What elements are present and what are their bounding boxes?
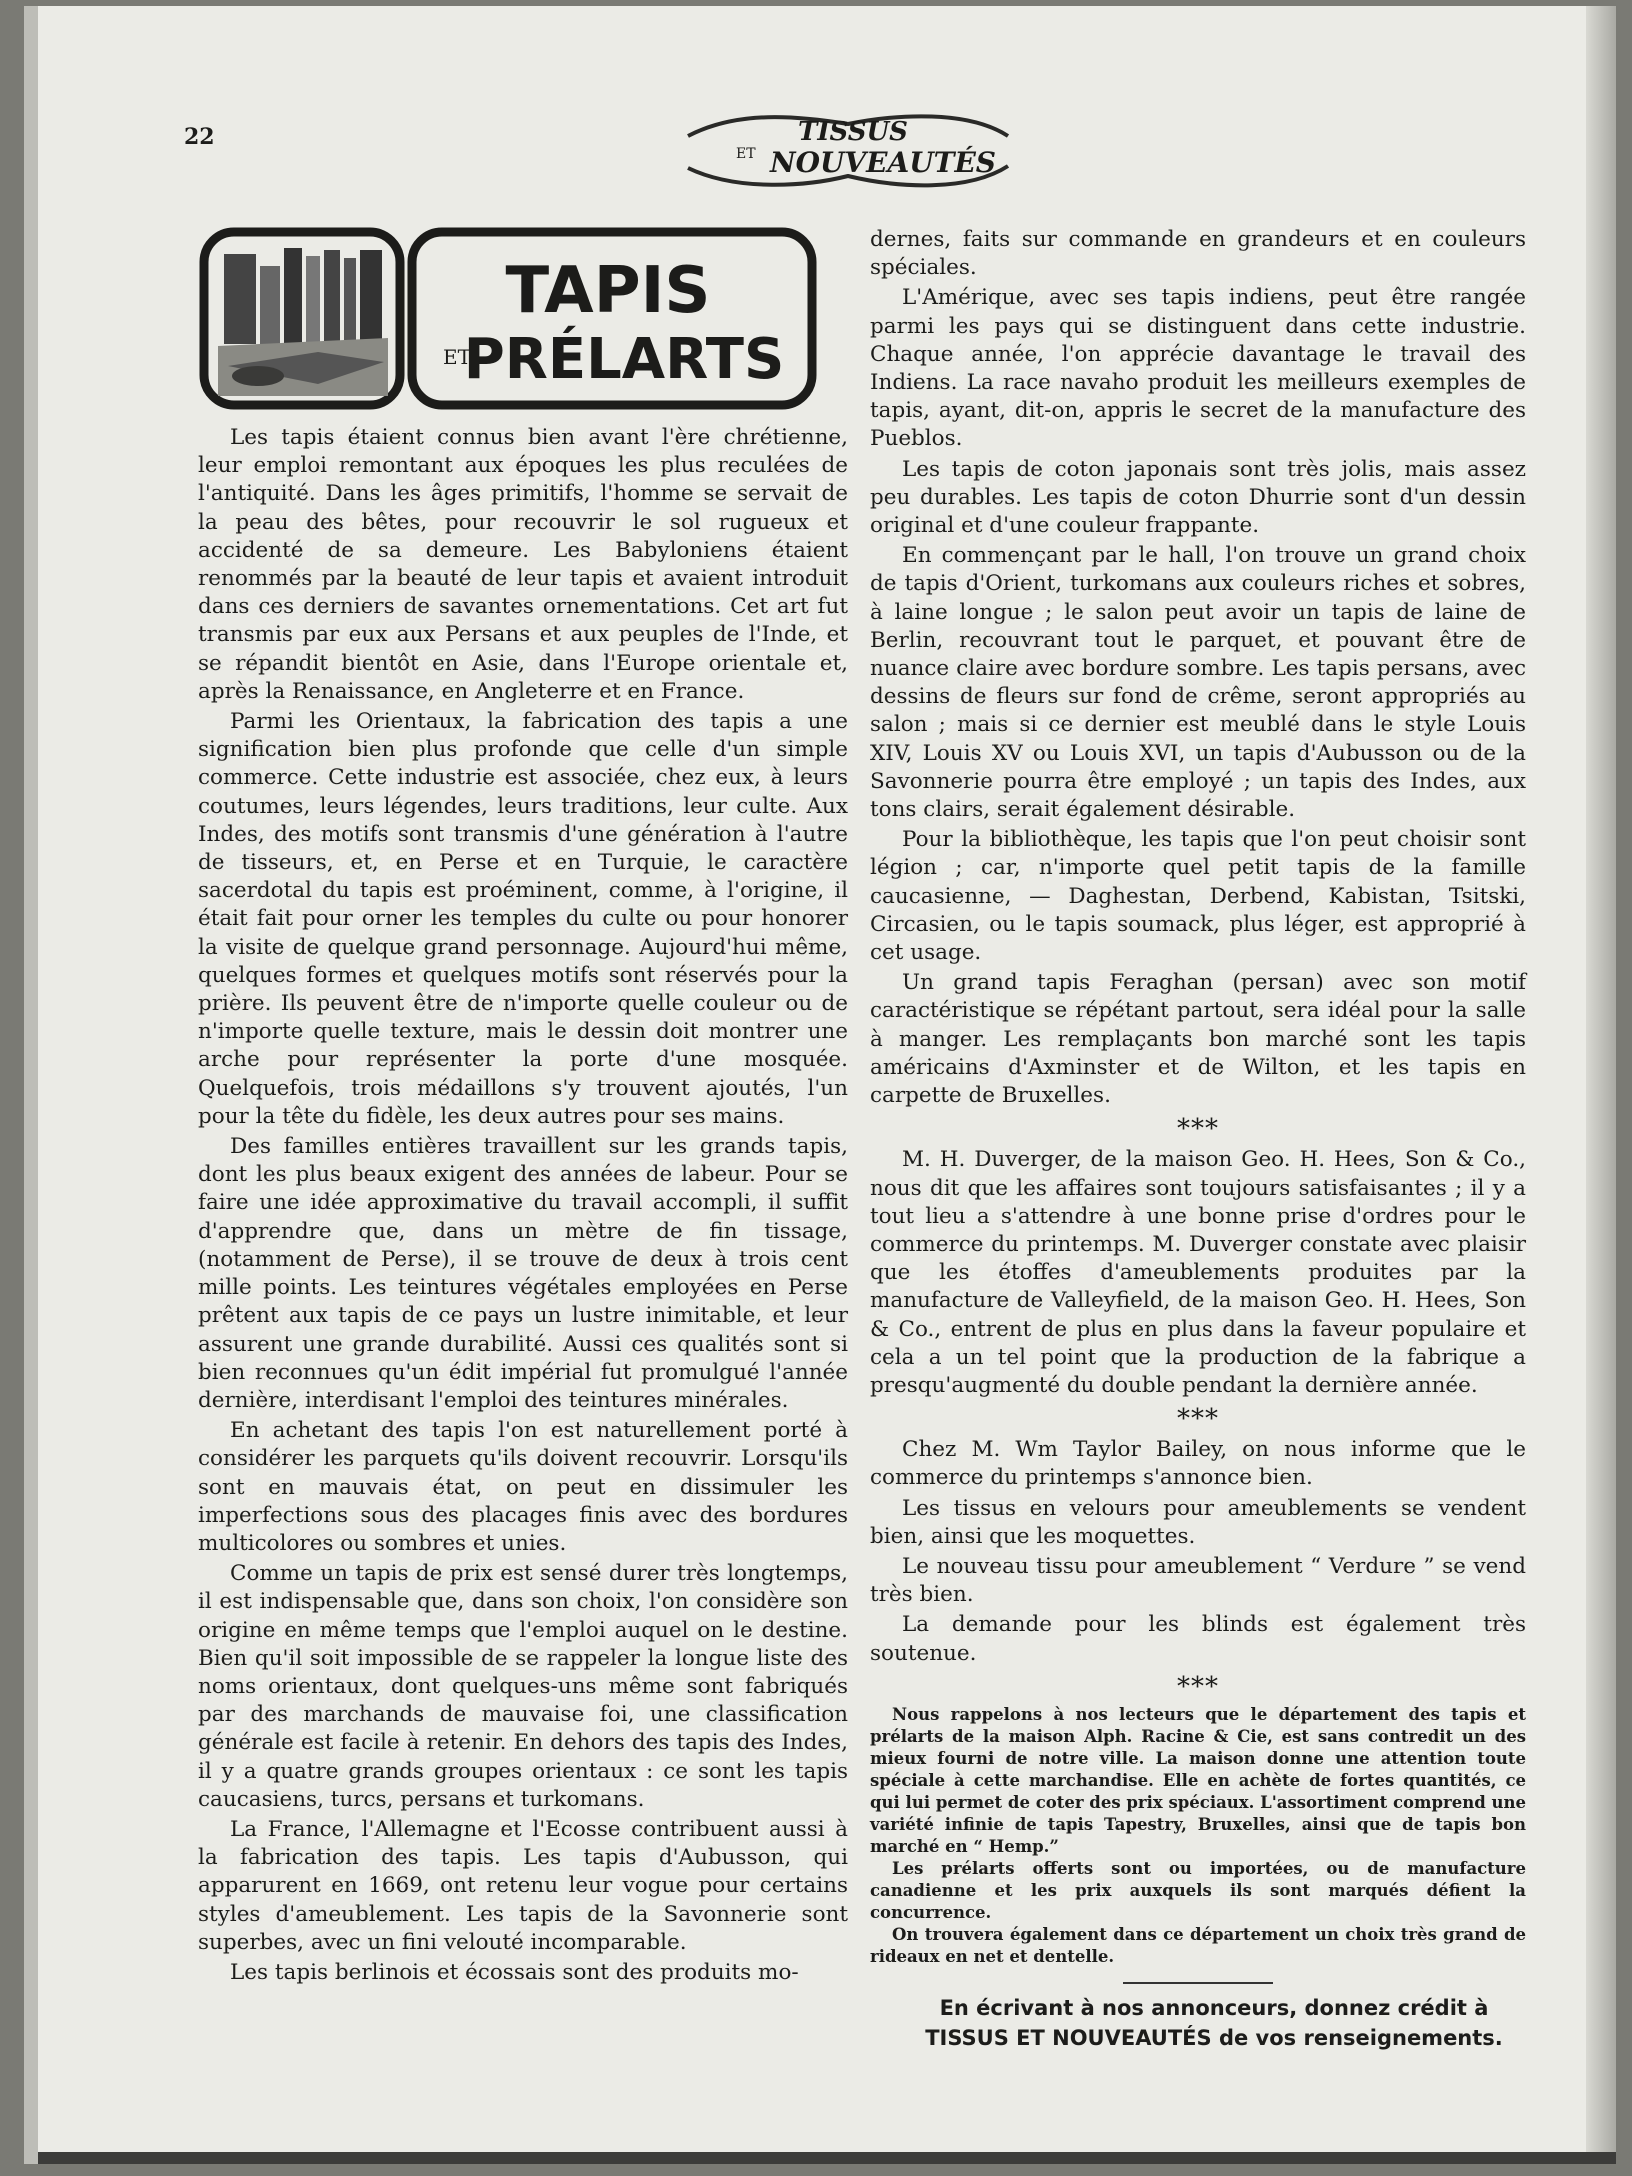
headline-prelarts: PRÉLARTS [463,327,785,392]
scan-border [38,2152,1616,2164]
credit-line-1: En écrivant à nos annonceurs, donnez crédit à [939,1995,1489,2020]
credit-line-2: TISSUS ET NOUVEAUTÉS de vos renseignements. [925,2025,1503,2050]
paragraph: L'Amérique, avec ses tapis indiens, peut être rangée parmi les pays qui se distinguent dans cette industrie. Chaque année, l'on apprécie davantage le travail des Indiens. La race navaho produit les meilleurs exemples de tapis, ayant, dit-on, appris le secret de la manufacture des Pueblos. [870,285,1526,452]
notice-block [870,1704,1526,1968]
news-paragraph: Le nouveau tissu pour ameublement “ Verdure ” se vend très bien. [870,1553,1526,1608]
paragraph: Parmi les Orientaux, la fabrication des tapis a une signification bien plus profonde que celle d'un simple commerce. Cette industrie est associée, chez eux, à leurs coutumes, leurs légendes, leurs traditions, leur culte. Aux Indes, des motifs sont transmis d'une génération à l'autre de tisseurs, et, en Perse et en Turquie, le caractère sacerdotal du tapis est proéminent, comme, à l'origine, il était fait pour orner les temples du culte ou pour honorer la visite de quelque grand personnage. Aujourd'hui même, quelques formes et quelques motifs sont réservés pour la prière. Ils peuvent être de n'importe quelle couleur ou de n'importe quelle texture, mais le dessin doit montrer une arche pour représenter la porte d'une mosquée. Quelquefois, trois médaillons s'y trouvent ajoutés, l'un pour la tête du fidèle, les deux autres pour ses mains. [198,709,848,1129]
paragraph: En commençant par le hall, l'on trouve un grand choix de tapis d'Orient, turkomans aux couleurs riches et sobres, à laine longue ; le salon peut avoir un tapis de laine de Berlin, recouvrant tout le parquet, et pouvant être de nuance claire avec bordure sombre. Les tapis persans, avec dessins de fleurs sur fond de crême, seront appropriés au salon ; mais si ce dernier est meublé dans le style Louis XIV, Louis XV ou Louis XVI, un tapis d'Aubusson ou de la Savonnerie pourra être employé ; un tapis des Indes, aux tons clairs, serait également désirable. [870,543,1526,823]
left-column [198,424,848,1989]
paragraph: Pour la bibliothèque, les tapis que l'on peut choisir sont légion ; car, n'importe quel petit tapis de la famille caucasienne, — Daghestan, Derbend, Kabistan, Tsitski, Circasien, ou le tapis soumack, plus léger, est approprié à cet usage. [870,827,1526,966]
masthead-joiner: ET [736,146,756,162]
divider [1123,1982,1273,1984]
notice-paragraph: On trouvera également dans ce département un choix très grand de rideaux en net et dentelle. [870,1924,1526,1966]
paragraph: Les tapis de coton japonais sont très jolis, mais assez peu durables. Les tapis de coton Dhurrie sont d'un dessin original et d'une couleur frappante. [870,456,1526,539]
headline-tapis: TAPIS [505,254,711,328]
paragraph: Les tapis étaient connus bien avant l'ère chrétienne, leur emploi remontant aux époques les plus reculées de l'antiquité. Dans les âges primitifs, l'homme se servait de la peau des bêtes, pour recouvrir le sol rugueux et accidenté de sa demeure. Les Babyloniens étaient renommés par la beauté de leur tapis et avaient introduit dans ces derniers de savantes ornementations. Cet art fut transmis par eux aux Persans et aux peuples de l'Inde, et se répandit bientôt en Asie, dans l'Europe orientale et, après la Renaissance, en Angleterre et en France. [198,425,848,704]
paragraph: Les tapis berlinois et écossais sont des produits mo- [230,1959,799,1985]
paragraph: La France, l'Allemagne et l'Ecosse contribuent aussi à la fabrication des tapis. Les tapis d'Aubusson, qui apparurent en 1669, ont retenu leur vogue pour certains styles d'ameublement. Les tapis de la Savonnerie sont superbes, avec un fini velouté incomparable. [198,1816,848,1955]
notice-paragraph: Nous rappelons à nos lecteurs que le département des tapis et prélarts de la maison Alph. Racine & Cie, est sans contredit un des mieux fourni de notre ville. La maison donne une attention toute spéciale à cette marchandise. Elle en achète de fortes quantités, ce qui lui permet de coter des prix spéciaux. L'assortiment comprend une variété infinie de tapis Tapestry, Bruxelles, ainsi que de tapis bon marché en “ Hemp.” [870,1704,1526,1856]
masthead-logo [678,106,1018,192]
headline-banner [198,226,818,411]
paragraph: Des familles entières travaillent sur les grands tapis, dont les plus beaux exigent des années de labeur. Pour se faire une idée approximative du travail accompli, il suffit d'apprendre que, dans un mètre de fin tissage, (notamment de Perse), il se trouve de deux à trois cent mille points. Les teintures végétales employées en Perse prêtent aux tapis de ce pays un lustre inimitable, et leur assurent une grande durabilité. Aussi ces qualités sont si bien reconnues qu'un édit impérial fut promulgué l'année dernière, interdisant l'emploi des teintures minérales. [198,1134,848,1413]
page-number: 22 [184,124,215,150]
news-paragraph: Chez M. Wm Taylor Bailey, on nous informe que le commerce du printemps s'annonce bien. [870,1437,1526,1491]
news-paragraph: M. H. Duverger, de la maison Geo. H. Hees, Son & Co., nous dit que les affaires sont toujours satisfaisantes ; il y a tout lieu a s'attendre à une bonne prise d'ordres pour le commerce du printemps. M. Duverger constate avec plaisir que les étoffes d'ameublements produites par la manufacture de Valleyfield, de la maison Geo. H. Hees, Son & Co., entrent de plus en plus dans la faveur populaire et cela a un tel point que la production de la fabrique a presqu'augmenté du double pendant la dernière année. [870,1147,1526,1398]
paragraph: dernes, faits sur commande en grandeurs et en couleurs spéciales. [870,227,1526,281]
news-paragraph: Les tissus en velours pour ameublements se vendent bien, ainsi que les moquettes. [870,1495,1526,1549]
masthead-top: TISSUS [798,117,908,147]
page-edge-shadow [1586,6,1616,2164]
magazine-page [24,6,1616,2164]
section-separator: *** [1177,1671,1219,1702]
right-column [870,226,1526,2054]
paragraph: En achetant des tapis l'on est naturellement porté à considérer les parquets qu'ils doivent recouvrir. Lorsqu'ils sont en mauvais état, on peut en dissimuler les imperfections sous des placages finis avec des bordures multicolores ou sombres et unies. [198,1418,848,1556]
carpet-shop-illustration [218,248,388,396]
section-separator: *** [1177,1404,1219,1435]
headline-frame [198,226,818,411]
notice-paragraph: Les prélarts offerts sont ou importées, ou de manufacture canadienne et les prix auxquels ils sont marqués défient la concurrence. [870,1858,1526,1922]
headline-et: ET [443,345,471,369]
paragraph: Comme un tapis de prix est sensé durer très longtemps, il est indispensable que, dans son choix, l'on considère son origine en même temps que l'emploi auquel on le destine. Bien qu'il soit impossible de se rappeler la longue liste des noms orientaux, dont quelques-uns même sont fabriqués par des marchands de mauvaise foi, une classification générale est facile à retenir. En dehors des tapis des Indes, il y a quatre grands groupes orientaux : ce sont les tapis caucasiens, turcs, persans et turkomans. [198,1561,848,1812]
section-separator: *** [1177,1114,1219,1145]
news-paragraph: La demande pour les blinds est également très soutenue. [870,1612,1526,1666]
masthead-bottom: NOUVEAUTÉS [770,146,997,179]
paragraph: Un grand tapis Feraghan (persan) avec son motif caractéristique se répétant partout, sera idéal pour la salle à manger. Les remplaçants bon marché sont les tapis américains d'Axminster et de Wilton, et les tapis en carpette de Bruxelles. [870,970,1526,1109]
